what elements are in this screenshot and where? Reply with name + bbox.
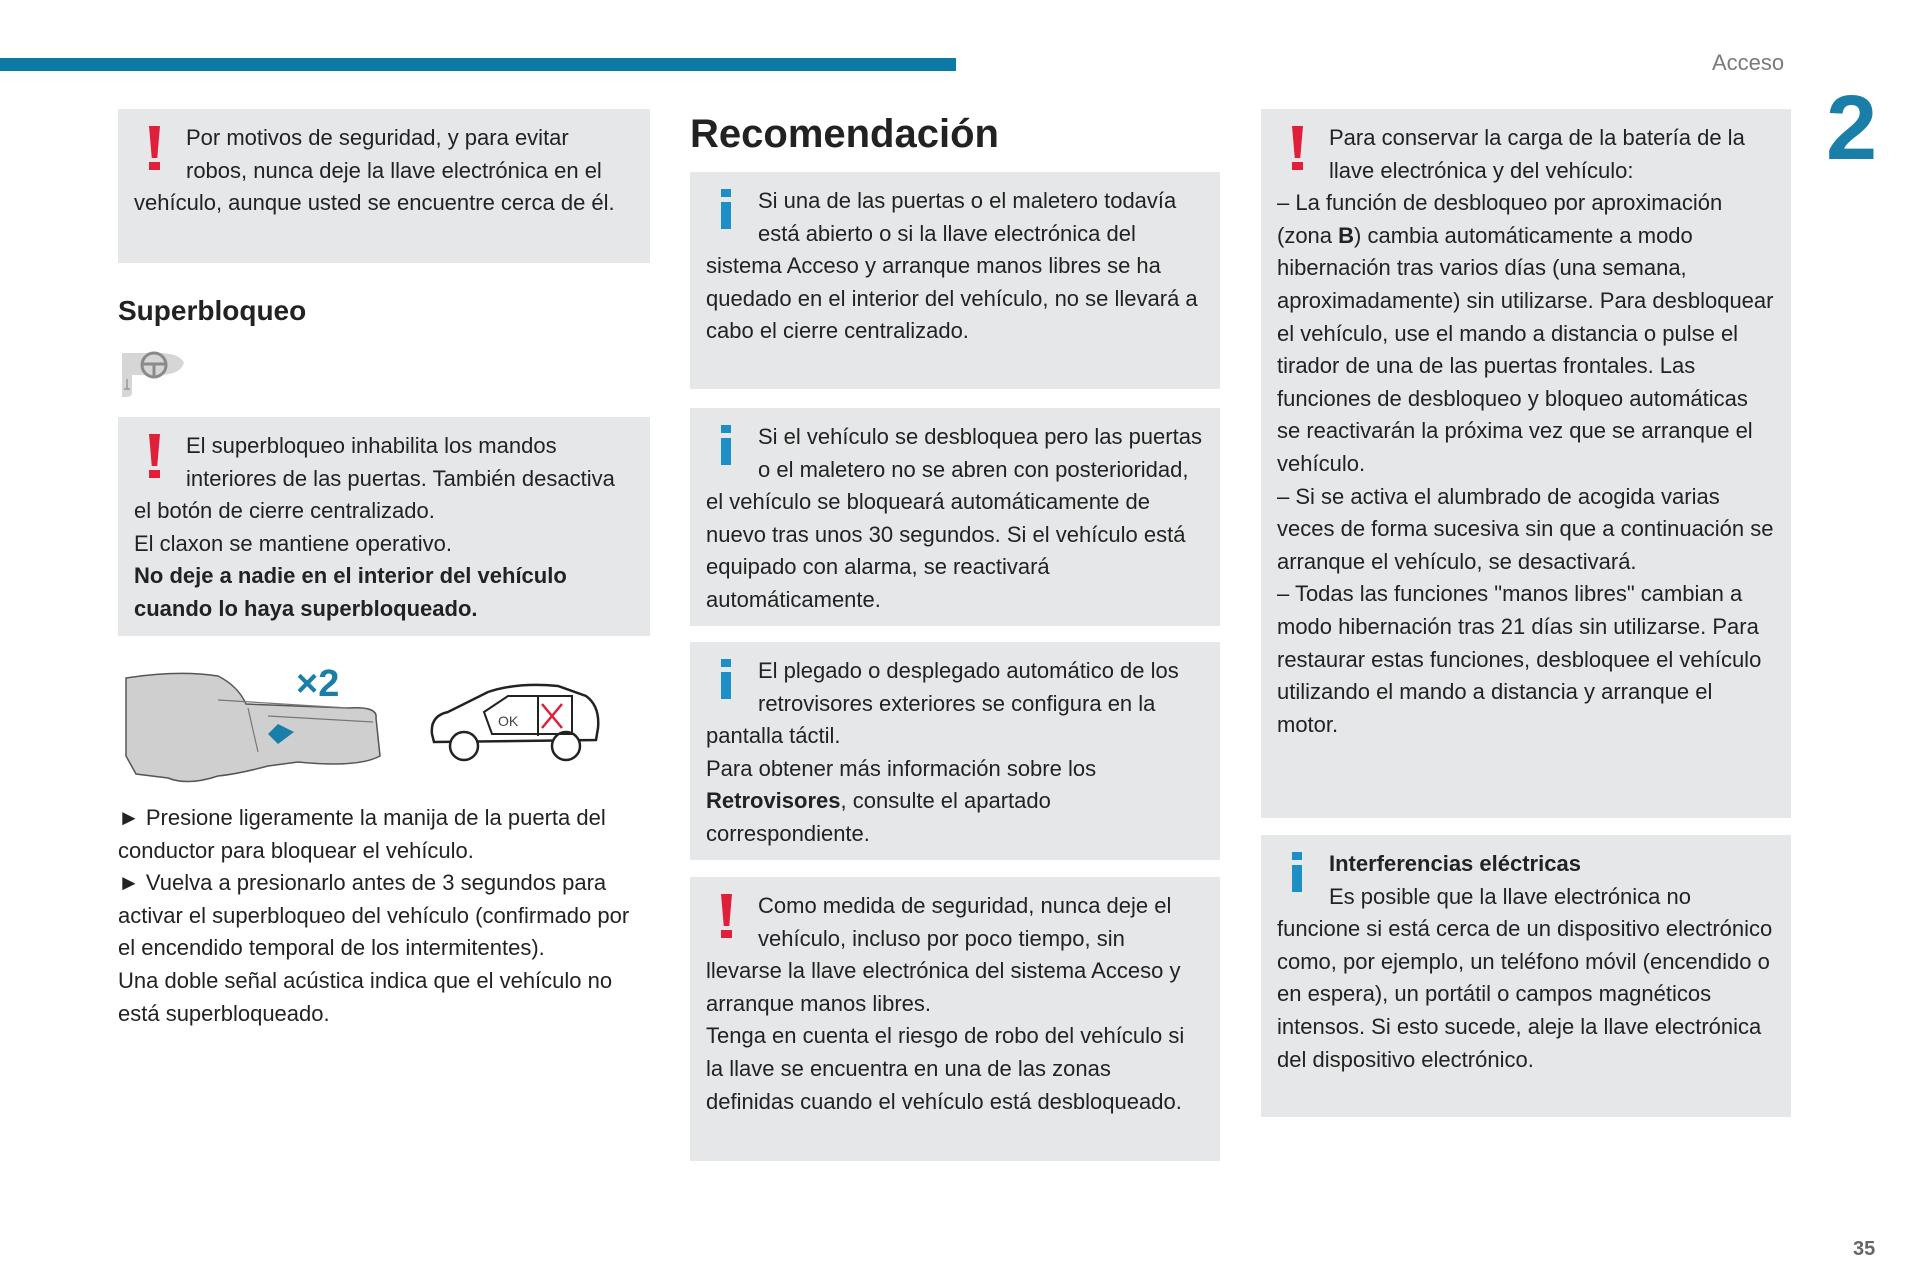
instruction-note: Una doble señal acústica indica que el vehículo no está superbloqueado.	[118, 967, 613, 1026]
chapter-number: 2	[1826, 77, 1878, 179]
info-text: Si el vehículo se desbloquea pero las puertas o el maletero no se abren con posterioridad, el vehículo se bloqueará automáticamente de nuevo tras unos 30 segundos. Si el vehículo está equipado con alarma, se reactivará automáticamente.	[706, 424, 1202, 612]
warning-text: El superbloqueo inhabilita los mandos interiores de las puertas. También desactiva el botón de cierre centralizado.	[134, 433, 615, 524]
instruction-step: ► Vuelva a presionarlo antes de 3 segundos para activar el superbloqueo del vehículo (confirmado por el encendido temporal de los intermitentes).	[118, 870, 630, 961]
warning-icon	[1277, 122, 1329, 184]
info-text: Si una de las puertas o el maletero todavía está abierto o si la llave electrónica del sistema Acceso y arranque manos libres se ha quedado en el interior del vehículo, no se llevará a cabo el cierre centralizado.	[706, 188, 1198, 344]
warning-bold-text: No deje a nadie en el interior del vehículo cuando lo haya superbloqueado.	[134, 563, 567, 621]
warning-text: – La función de desbloqueo por aproximación (zona	[1277, 190, 1723, 248]
info-text: Es posible que la llave electrónica no funcione si está cerca de un dispositivo electrónico como, por ejemplo, un teléfono móvil (encendido o en espera), un portátil o campos magnéticos intensos. Si esto sucede, aleje la llave electrónica del dispositivo electrónico.	[1277, 883, 1773, 1072]
warning-box-security	[118, 109, 650, 263]
section-title: Acceso	[1712, 50, 1785, 75]
info-box-doors-open	[690, 172, 1220, 389]
info-box-auto-relock	[690, 408, 1220, 626]
warning-text: Tenga en cuenta el riesgo de robo del vehículo si la llave se encuentra en una de las zonas definidas cuando el vehículo está desbloqueado.	[706, 1023, 1185, 1114]
ok-label: OK	[498, 713, 519, 729]
page-number: 35	[1853, 1238, 1876, 1260]
section-heading-recomendacion: Recomendación	[690, 112, 999, 156]
warning-text: – Todas las funciones "manos libres" cambian a modo hibernación tras 21 días sin utilizarse. Para restaurar estas funciones, desbloquee el vehículo utilizando el mando a distancia y arranque el motor.	[1277, 581, 1762, 737]
retrovisores-reference: Retrovisores	[706, 788, 841, 814]
info-text: Para obtener más información sobre los	[706, 755, 1097, 781]
warning-text: El claxon se mantiene operativo.	[134, 530, 452, 556]
times-two-label: ×2	[296, 663, 340, 705]
info-icon	[706, 185, 758, 247]
info-icon	[706, 421, 758, 483]
steering-wheel-key-icon	[118, 349, 186, 397]
warning-icon	[134, 430, 186, 492]
warning-icon	[706, 890, 758, 952]
zone-label: B	[1338, 222, 1355, 248]
warning-text: Por motivos de seguridad, y para evitar robos, nunca deje la llave electrónica en el vehículo, aunque usted se encuentre cerca de él.	[134, 125, 615, 216]
car-icon	[432, 685, 598, 760]
info-title: Interferencias eléctricas	[1329, 851, 1581, 876]
warning-text: Para conservar la carga de la batería de la llave electrónica y del vehículo:	[1329, 125, 1745, 183]
instruction-step: ► Presione ligeramente la manija de la puerta del conductor para bloquear el vehículo.	[118, 805, 606, 863]
warning-box-key-theft	[690, 877, 1220, 1161]
warning-text: ) cambia automáticamente a modo hibernación tras varios días (una semana, aproximadamente) sin utilizarse. Para desbloquear el vehículo, use el mando a distancia o pulse el tirador de una de las puertas frontales. Las funciones de desbloqueo y bloqueo automáticas se reactivarán la próxima vez que se arranque el vehículo.	[1277, 222, 1774, 476]
warning-text: Como medida de seguridad, nunca deje el vehículo, incluso por poco tiempo, sin llevarse la llave electrónica del sistema Acceso y arranque manos libres.	[706, 893, 1181, 1016]
info-text: , consulte el apartado correspondiente.	[706, 788, 1051, 846]
section-heading-superbloqueo: Superbloqueo	[118, 295, 307, 326]
warning-text: – Si se activa el alumbrado de acogida varias veces de forma sucesiva sin que a continuación se arranque el vehículo, se desactivará.	[1277, 483, 1774, 574]
info-text: El plegado o desplegado automático de los retrovisores exteriores se configura en la pantalla táctil.	[706, 658, 1179, 749]
warning-box-superbloqueo	[118, 417, 650, 636]
info-box-mirrors	[690, 642, 1220, 860]
header-accent-bar	[0, 58, 956, 71]
info-icon	[706, 655, 758, 717]
door-handle-illustration	[118, 656, 608, 790]
instructions	[118, 802, 650, 1030]
info-box-interference	[1261, 835, 1791, 1117]
warning-box-battery	[1261, 109, 1791, 818]
warning-icon	[134, 122, 186, 184]
info-icon	[1277, 848, 1329, 910]
